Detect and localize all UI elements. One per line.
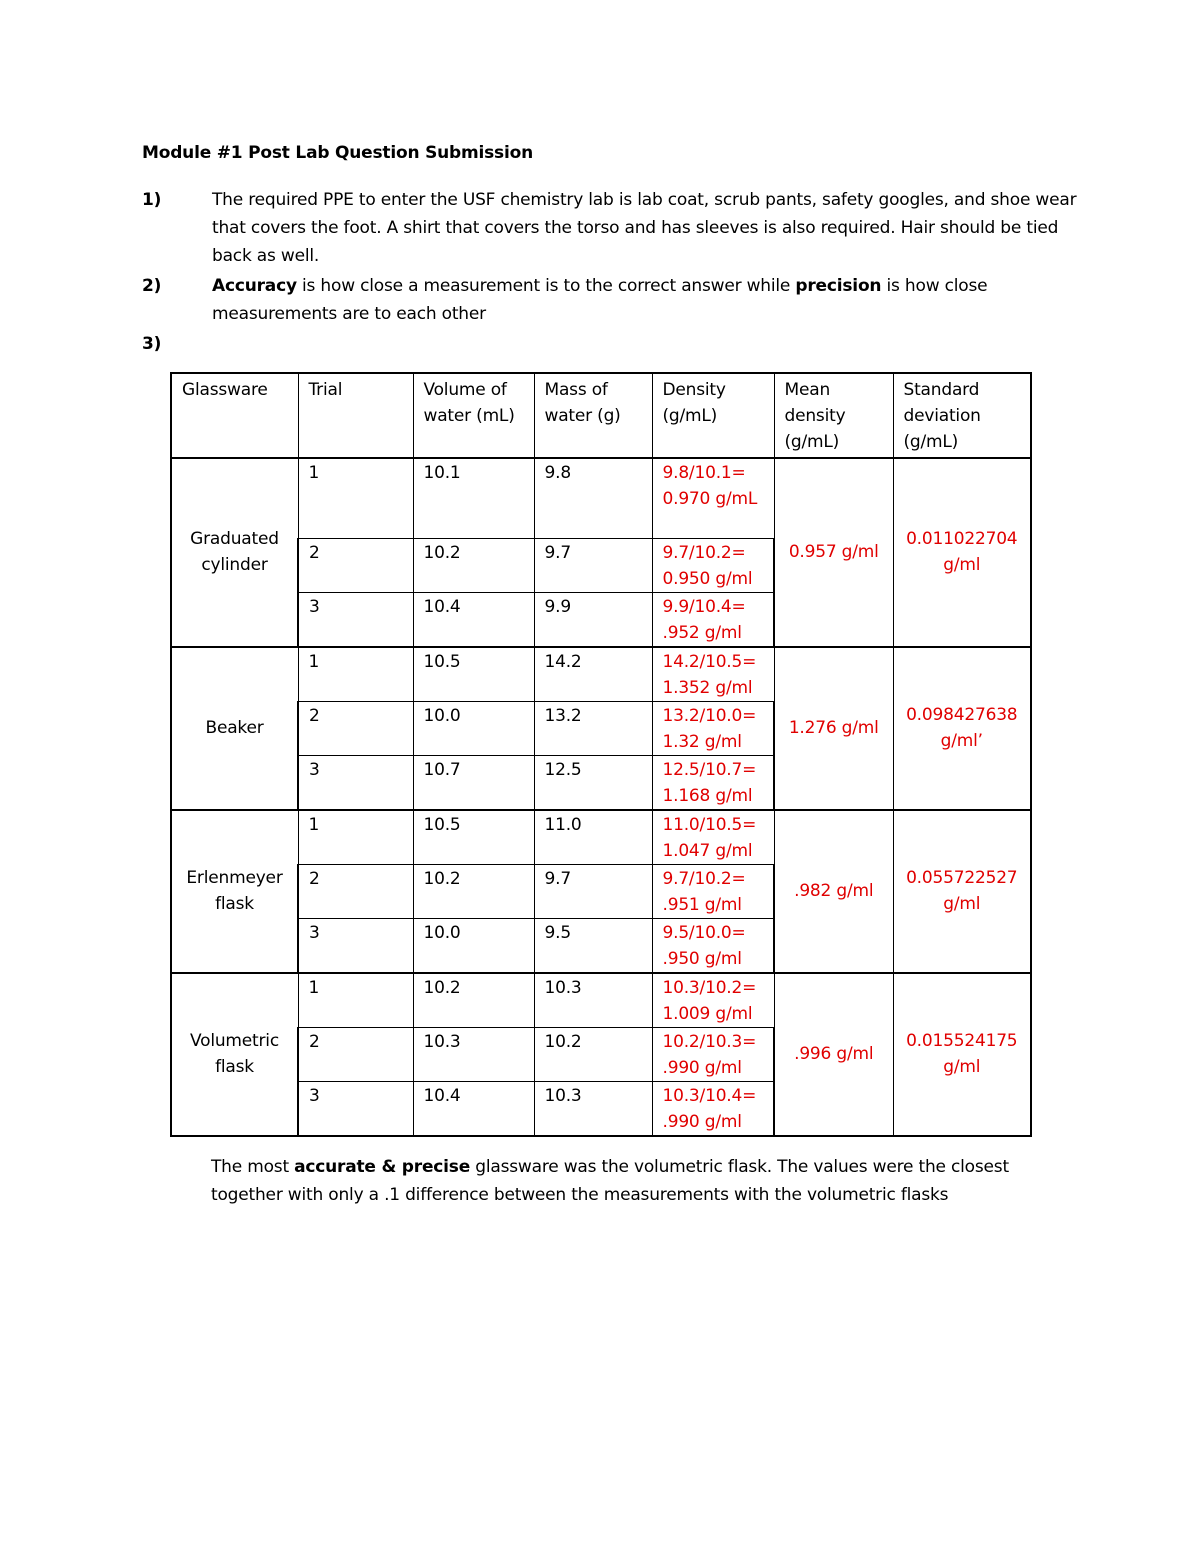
mass-cell: 10.2 — [534, 1027, 652, 1081]
answer-2-text-part2: is how close measurements are to each other — [212, 276, 988, 324]
trial-cell: 2 — [298, 1027, 413, 1081]
glassware-name: Beaker — [171, 647, 298, 810]
density-cell: 13.2/10.0= 1.32 g/ml — [652, 701, 774, 755]
volume-cell: 10.3 — [413, 1027, 534, 1081]
answer-2-text — [212, 272, 1092, 328]
trial-cell: 2 — [298, 864, 413, 918]
header-density: Density (g/mL) — [652, 373, 774, 458]
header-trial: Trial — [298, 373, 413, 458]
volume-cell: 10.4 — [413, 592, 534, 647]
volume-cell: 10.0 — [413, 918, 534, 973]
mean-density-cell: 1.276 g/ml — [774, 647, 893, 810]
density-cell: 10.2/10.3= .990 g/ml — [652, 1027, 774, 1081]
volume-cell: 10.0 — [413, 701, 534, 755]
density-cell: 9.5/10.0= .950 g/ml — [652, 918, 774, 973]
table-row — [171, 810, 1031, 865]
density-cell: 9.9/10.4= .952 g/ml — [652, 592, 774, 647]
trial-cell: 1 — [298, 647, 413, 702]
standard-deviation-cell: 0.015524175 g/ml — [893, 973, 1031, 1136]
mean-density-cell: .982 g/ml — [774, 810, 893, 973]
standard-deviation-cell: 0.011022704 g/ml — [893, 458, 1031, 647]
density-cell: 12.5/10.7= 1.168 g/ml — [652, 755, 774, 810]
volume-cell: 10.2 — [413, 864, 534, 918]
volume-cell: 10.5 — [413, 647, 534, 702]
answer-3-number: 3) — [142, 334, 162, 354]
conclusion-post: glassware was the volumetric flask. The values were the closest together with only a .1 difference between the measurements with the volumetric flasks — [211, 1157, 1009, 1205]
mass-cell: 10.3 — [534, 1081, 652, 1136]
trial-cell: 3 — [298, 1081, 413, 1136]
density-cell: 11.0/10.5= 1.047 g/ml — [652, 810, 774, 865]
mass-cell: 11.0 — [534, 810, 652, 865]
mass-cell: 9.7 — [534, 864, 652, 918]
answer-1-text: The required PPE to enter the USF chemistry lab is lab coat, scrub pants, safety googles, and shoe wear that covers the foot. A shirt that covers the torso and has sleeves is also required. Hair should be tied back as well. — [212, 190, 1077, 266]
mass-cell: 12.5 — [534, 755, 652, 810]
trial-cell: 3 — [298, 755, 413, 810]
density-cell: 9.7/10.2= .951 g/ml — [652, 864, 774, 918]
mass-cell: 13.2 — [534, 701, 652, 755]
mass-cell: 9.5 — [534, 918, 652, 973]
header-mean-density: Mean density (g/mL) — [774, 373, 893, 458]
term-precision: precision — [795, 276, 882, 296]
group-graduated-cylinder — [171, 458, 1031, 647]
page-title: Module #1 Post Lab Question Submission — [142, 143, 533, 163]
density-table — [170, 372, 1032, 1137]
header-glassware: Glassware — [171, 373, 298, 458]
mass-cell: 9.7 — [534, 538, 652, 592]
density-cell: 14.2/10.5= 1.352 g/ml — [652, 647, 774, 702]
answer-1-number: 1) — [142, 190, 162, 210]
mean-density-cell: .996 g/ml — [774, 973, 893, 1136]
standard-deviation-cell: 0.098427638 g/ml’ — [893, 647, 1031, 810]
conclusion-bold: accurate & precise — [294, 1157, 471, 1177]
volume-cell: 10.2 — [413, 973, 534, 1028]
trial-cell: 1 — [298, 810, 413, 865]
mass-cell: 9.9 — [534, 592, 652, 647]
header-standard-deviation: Standard deviation (g/mL) — [893, 373, 1031, 458]
mass-cell: 9.8 — [534, 458, 652, 538]
volume-cell: 10.2 — [413, 538, 534, 592]
header-mass: Mass of water (g) — [534, 373, 652, 458]
table-header-row — [171, 373, 1031, 458]
answer-2-number: 2) — [142, 276, 162, 296]
density-cell: 10.3/10.4= .990 g/ml — [652, 1081, 774, 1136]
glassware-name: Graduated cylinder — [171, 458, 298, 647]
trial-cell: 1 — [298, 973, 413, 1028]
table-row — [171, 647, 1031, 702]
glassware-name: Volumetric flask — [171, 973, 298, 1136]
density-cell: 9.8/10.1= 0.970 g/mL — [652, 458, 774, 538]
standard-deviation-cell: 0.055722527 g/ml — [893, 810, 1031, 973]
volume-cell: 10.4 — [413, 1081, 534, 1136]
conclusion-pre: The most — [211, 1157, 295, 1177]
density-cell: 10.3/10.2= 1.009 g/ml — [652, 973, 774, 1028]
volume-cell: 10.5 — [413, 810, 534, 865]
trial-cell: 3 — [298, 592, 413, 647]
trial-cell: 2 — [298, 701, 413, 755]
trial-cell: 1 — [298, 458, 413, 538]
group-erlenmeyer-flask — [171, 810, 1031, 973]
group-beaker — [171, 647, 1031, 810]
table-row — [171, 973, 1031, 1028]
header-volume: Volume of water (mL) — [413, 373, 534, 458]
volume-cell: 10.7 — [413, 755, 534, 810]
density-cell: 9.7/10.2= 0.950 g/ml — [652, 538, 774, 592]
volume-cell: 10.1 — [413, 458, 534, 538]
conclusion-paragraph — [211, 1153, 1061, 1209]
table-row — [171, 458, 1031, 538]
glassware-name: Erlenmeyer flask — [171, 810, 298, 973]
group-volumetric-flask — [171, 973, 1031, 1136]
mean-density-cell: 0.957 g/ml — [774, 458, 893, 647]
trial-cell: 2 — [298, 538, 413, 592]
mass-cell: 10.3 — [534, 973, 652, 1028]
answer-2-text-part1: is how close a measurement is to the correct answer while — [296, 276, 796, 296]
trial-cell: 3 — [298, 918, 413, 973]
term-accuracy: Accuracy — [212, 276, 297, 296]
mass-cell: 14.2 — [534, 647, 652, 702]
